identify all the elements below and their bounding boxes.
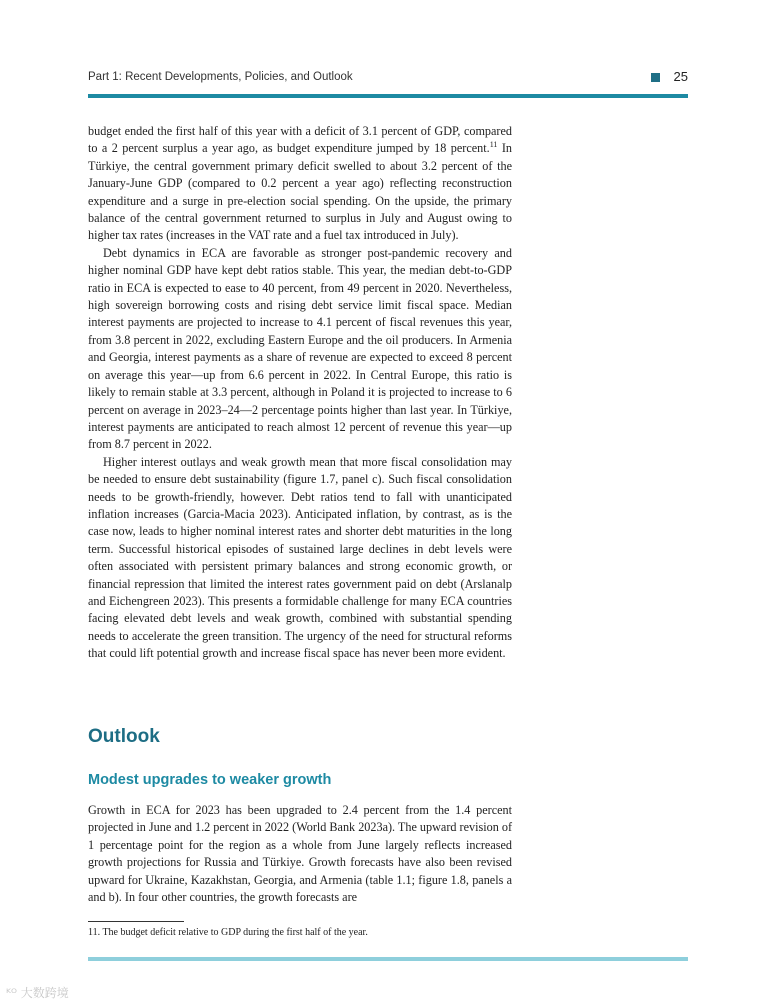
footnote: 11. The budget deficit relative to GDP during the first half of the year. bbox=[88, 927, 368, 938]
page-header bbox=[88, 66, 688, 94]
body-text bbox=[88, 123, 512, 663]
header-square-marker bbox=[651, 73, 660, 82]
footer-rule bbox=[88, 957, 688, 961]
section-heading: Outlook bbox=[88, 726, 160, 747]
page-number: 25 bbox=[673, 69, 688, 84]
paragraph-1-text-continued: In Türkiye, the central government primary deficit swelled to about 3.2 percent of the January-June GDP (compared to 0.2 percent a year ago) reflecting reconstruction expenditure and a surge in pre-election social spending. On the upside, the primary balance of the central government returned to surplus in July and August owing to higher tax rates (increases in the VAT rate and a fuel tax introduced in July). bbox=[88, 141, 512, 243]
paragraph-2: Debt dynamics in ECA are favorable as stronger post-pandemic recovery and higher nominal GDP have kept debt ratios stable. This year, the median debt-to-GDP ratio in ECA is expected to ease to 40 percent, from 49 percent in 2020. Nevertheless, high sovereign borrowing costs and rising debt service limit fiscal space. Median interest payments are projected to increase to 4.1 percent of fiscal revenues this year, from 3.8 percent in 2022, excluding Eastern Europe and the oil producers. In Armenia and Georgia, interest payments as a share of revenue are expected to exceed 8 percent on average this year—up from 6.6 percent in 2022. In Central Europe, this ratio is likely to remain stable at 3.3 percent, although in Poland it is projected to increase to 6 percent on average in 2023–24—2 percentage points higher than last year. In Türkiye, interest payments are anticipated to reach almost 12 percent of revenue this year—up from 8.7 percent in 2022. bbox=[88, 245, 512, 452]
running-header-title: Part 1: Recent Developments, Policies, and Outlook bbox=[88, 71, 353, 83]
paragraph-3: Higher interest outlays and weak growth mean that more fiscal consolidation may be needed to ensure debt sustainability (figure 1.7, panel c). Such fiscal consolidation needs to be growth-friendly, however. Debt ratios tend to fall with unanticipated inflation increases (Garcia-Macia 2023). Anticipated inflation, by contrast, as is the case now, leads to higher nominal interest rates and shorter debt maturities in the long term. Successful historical episodes of sustained large declines in debt levels were often associated with persistent primary balances and strong economic growth, or financial repression that limited the interest rates government paid on debt (Arslanalp and Eichengreen 2023). This presents a formidable challenge for many ECA countries facing elevated debt levels and weak growth, combined with substantial spending needs to accelerate the green transition. The urgency of the need for structural reforms that could lift potential growth and increase fiscal space has never been more evident. bbox=[88, 454, 512, 661]
watermark-logo: ᴷᴼ 大数跨境 bbox=[6, 986, 69, 1000]
section-subheading: Modest upgrades to weaker growth bbox=[88, 772, 332, 788]
paragraph-1 bbox=[88, 123, 512, 245]
paragraph-4: Growth in ECA for 2023 has been upgraded to 2.4 percent from the 1.4 percent projected in June and 1.2 percent in 2022 (World Bank 2023a). The upward revision of 1 percentage point for the region as a whole from June largely reflects increased growth projections for Russia and Türkiye. Growth forecasts have also been revised upward for Ukraine, Kazakhstan, Georgia, and Armenia (table 1.1; figure 1.8, panels a and b). In four other countries, the growth forecasts are bbox=[88, 803, 512, 905]
footnote-reference[interactable]: 11 bbox=[489, 140, 498, 150]
paragraph-1-text: budget ended the first half of this year with a deficit of 3.1 percent of GDP, compared to a 2 percent surplus a year ago, as budget expenditure jumped by 18 percent. bbox=[88, 124, 512, 156]
header-rule bbox=[88, 94, 688, 98]
footnote-rule bbox=[88, 921, 184, 922]
